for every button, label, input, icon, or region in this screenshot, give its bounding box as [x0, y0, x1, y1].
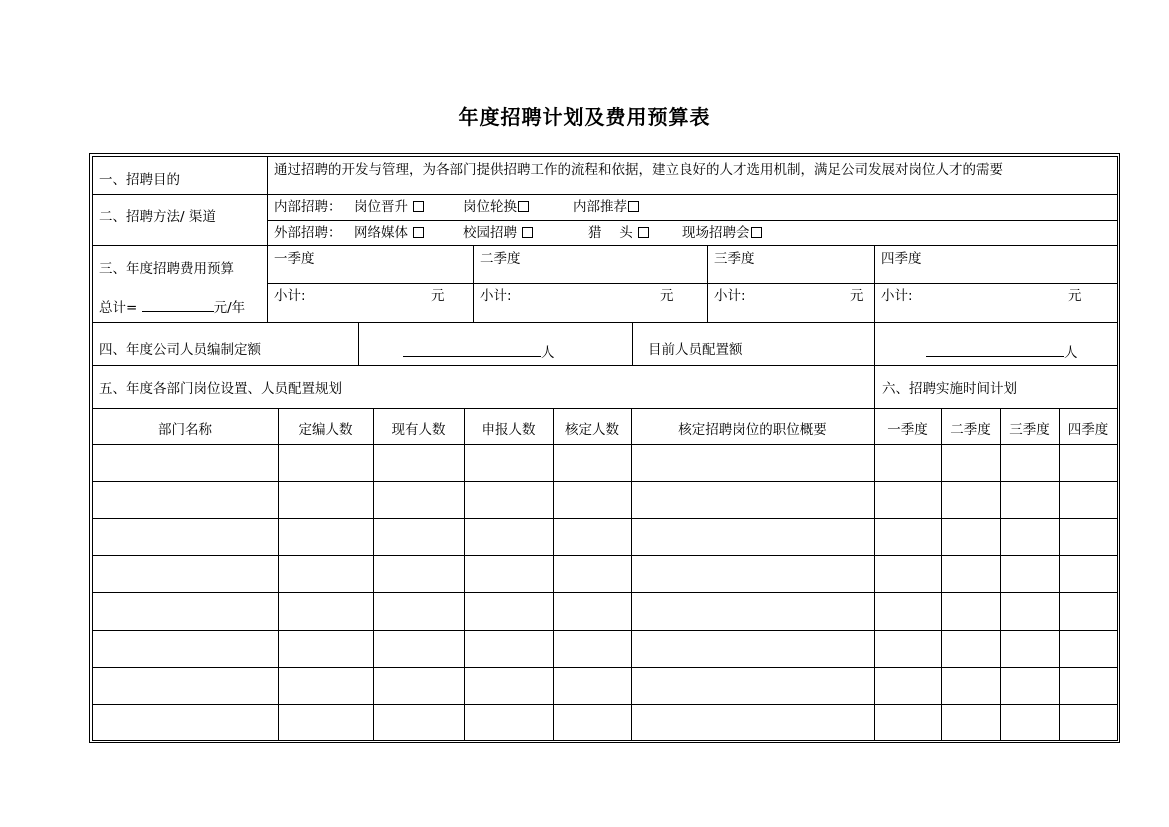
col-q2: 二季度: [950, 422, 991, 438]
table-rule: [1117, 156, 1118, 741]
q2-label: 二季度: [480, 251, 521, 267]
q1-label: 一季度: [274, 251, 315, 267]
q3-label: 三季度: [714, 251, 755, 267]
table-rule: [631, 408, 632, 741]
table-rule: [92, 592, 1117, 593]
col-position-summary: 核定招聘岗位的职位概要: [678, 422, 827, 438]
q1-subtotal-unit: 元: [431, 288, 445, 304]
table-rule: [92, 740, 1117, 741]
q4-subtotal-unit: 元: [1068, 288, 1082, 304]
table-rule: [92, 408, 1117, 409]
table-rule: [373, 408, 374, 741]
col-approved: 核定人数: [565, 422, 619, 438]
q3-subtotal-unit: 元: [850, 288, 864, 304]
headcount-label: 四、年度公司人员编制定额: [99, 342, 261, 358]
table-rule: [92, 518, 1117, 519]
table-rule: [874, 408, 875, 741]
option-promotion[interactable]: 岗位晋升: [354, 199, 424, 215]
col-requested: 申报人数: [481, 422, 536, 438]
current-staff-field[interactable]: [926, 342, 1064, 357]
table-rule: [92, 630, 1117, 631]
internal-recruit-label: 内部招聘：: [274, 199, 342, 215]
checkbox-promotion[interactable]: [413, 201, 424, 212]
recruitment-plan-table: [89, 153, 1120, 743]
table-rule: [92, 365, 1117, 366]
table-rule: [358, 322, 359, 365]
external-recruit-label: 外部招聘：: [274, 225, 342, 241]
table-rule: [464, 408, 465, 741]
table-rule: [92, 555, 1117, 556]
purpose-text: 通过招聘的开发与管理，为各部门提供招聘工作的流程和依据，建立良好的人才选用机制，满足公司发展对岗位人才的需要: [274, 162, 1003, 178]
col-authorized: 定编人数: [298, 422, 353, 438]
option-online-media[interactable]: 网络媒体: [354, 225, 424, 241]
schedule-label: 六、招聘实施时间计划: [882, 381, 1017, 397]
table-rule: [941, 408, 942, 741]
col-q1: 一季度: [887, 422, 928, 438]
table-rule: [267, 283, 1117, 284]
budget-label: 三、年度招聘费用预算: [99, 261, 234, 277]
checkbox-rotation[interactable]: [518, 201, 529, 212]
option-campus[interactable]: 校园招聘: [463, 225, 533, 241]
option-internal-referral[interactable]: 内部推荐: [573, 199, 639, 215]
table-rule: [92, 444, 1117, 445]
table-rule: [1059, 408, 1060, 741]
table-rule: [92, 481, 1117, 482]
table-rule: [707, 245, 708, 322]
checkbox-headhunter[interactable]: [638, 227, 649, 238]
table-rule: [92, 245, 1117, 246]
checkbox-campus[interactable]: [522, 227, 533, 238]
table-rule: [267, 156, 268, 322]
col-q3: 三季度: [1009, 422, 1050, 438]
option-headhunter[interactable]: 猎 头: [588, 225, 649, 241]
table-rule: [632, 322, 633, 365]
table-rule: [92, 156, 93, 741]
current-staff-value: 人: [926, 342, 1078, 361]
col-q4: 四季度: [1067, 422, 1109, 438]
table-rule: [92, 194, 1117, 195]
q4-subtotal-label: 小计:: [881, 288, 913, 304]
page-title: 年度招聘计划及费用预算表: [458, 105, 711, 129]
current-staff-label: 目前人员配置额: [648, 342, 743, 358]
col-department: 部门名称: [158, 422, 212, 438]
budget-total-field[interactable]: [142, 297, 214, 312]
table-rule: [92, 667, 1117, 668]
checkbox-online-media[interactable]: [413, 227, 424, 238]
table-rule: [92, 322, 1117, 323]
headcount-field[interactable]: [403, 342, 541, 357]
checkbox-internal-referral[interactable]: [628, 201, 639, 212]
table-rule: [1000, 408, 1001, 741]
q2-subtotal-label: 小计:: [480, 288, 512, 304]
option-job-fair[interactable]: 现场招聘会: [682, 225, 762, 241]
q4-label: 四季度: [881, 251, 922, 267]
purpose-label: 一、招聘目的: [99, 172, 180, 188]
budget-total: 总计= 元/年: [99, 297, 245, 316]
plan-label: 五、年度各部门岗位设置、人员配置规划: [99, 381, 342, 397]
q1-subtotal-label: 小计:: [274, 288, 306, 304]
table-rule: [553, 408, 554, 741]
table-rule: [874, 365, 875, 408]
q2-subtotal-unit: 元: [660, 288, 674, 304]
option-rotation[interactable]: 岗位轮换: [463, 199, 529, 215]
table-rule: [278, 408, 279, 741]
method-label: 二、招聘方法/ 渠道: [99, 209, 216, 225]
checkbox-job-fair[interactable]: [751, 227, 762, 238]
table-rule: [92, 704, 1117, 705]
table-rule: [473, 245, 474, 322]
q3-subtotal-label: 小计:: [714, 288, 746, 304]
table-rule: [874, 245, 875, 322]
headcount-value: 人: [403, 342, 555, 361]
table-rule: [267, 220, 1117, 221]
table-rule: [874, 322, 875, 365]
col-current: 现有人数: [391, 422, 446, 438]
table-rule: [92, 156, 1117, 157]
